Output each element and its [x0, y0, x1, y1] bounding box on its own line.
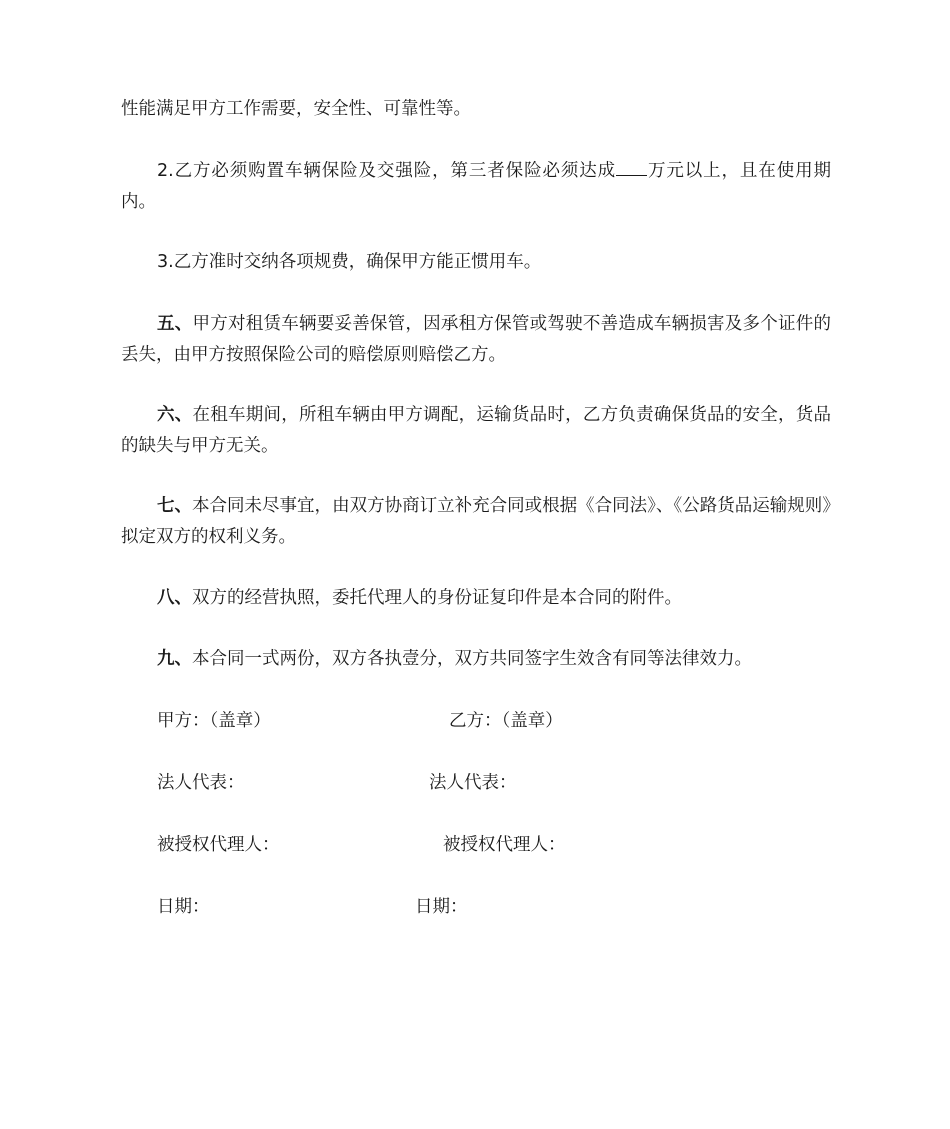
clause-6 — [121, 400, 831, 462]
party-b-date-label: 日期： — [415, 897, 468, 917]
paragraph-3 — [121, 247, 831, 278]
clause-number: 七、 — [157, 496, 193, 516]
clause-text: 甲方对租赁车辆要妥善保管，因承租方保管或驾驶不善造成车辆损害及多个证件的丢失，由甲方按照保险公司的赔偿原则赔偿乙方。 — [121, 314, 832, 365]
paragraph-text-after-blank: 万元以上，且在使用期内。 — [121, 161, 832, 212]
clause-8 — [121, 583, 831, 614]
clause-text: 在租车期间，所租车辆由甲方调配，运输货品时，乙方负责确保货品的安全，货品的缺失与甲方无关。 — [121, 405, 832, 456]
party-b-seal-label: 乙方：（盖章） — [449, 711, 563, 731]
clause-9 — [121, 644, 831, 675]
party-b-agent-label: 被授权代理人： — [443, 835, 566, 855]
party-a-agent-label: 被授权代理人： — [157, 835, 280, 855]
party-a-date-label: 日期： — [157, 897, 210, 917]
paragraph-text: 性能满足甲方工作需要，安全性、可靠性等。 — [121, 99, 471, 119]
paragraph-text-before-blank: 2.乙方必须购置车辆保险及交强险，第三者保险必须达成 — [157, 161, 617, 181]
clause-number: 九、 — [157, 649, 192, 669]
paragraph-continuation — [121, 94, 831, 125]
clause-text: 双方的经营执照，委托代理人的身份证复印件是本合同的附件。 — [192, 588, 682, 608]
party-a-seal-label: 甲方：（盖章） — [157, 711, 271, 731]
clause-text: 本合同一式两份，双方各执壹分，双方共同签字生效含有同等法律效力。 — [192, 649, 752, 669]
fill-in-blank — [616, 158, 647, 176]
clause-7 — [121, 491, 831, 553]
clause-text: 本合同未尽事宜，由双方协商订立补充合同或根据《合同法》、《公路货品运输规则》拟定双方的权利义务。 — [121, 496, 831, 547]
clause-number: 六、 — [157, 405, 193, 425]
party-b-legal-rep-label: 法人代表： — [429, 773, 517, 793]
clause-number: 五、 — [157, 314, 193, 334]
paragraph-text: 3.乙方准时交纳各项规费，确保甲方能正惯用车。 — [157, 252, 542, 272]
clause-number: 八、 — [157, 588, 192, 608]
party-a-legal-rep-label: 法人代表： — [157, 773, 245, 793]
paragraph-2 — [121, 156, 831, 218]
clause-5 — [121, 309, 831, 371]
